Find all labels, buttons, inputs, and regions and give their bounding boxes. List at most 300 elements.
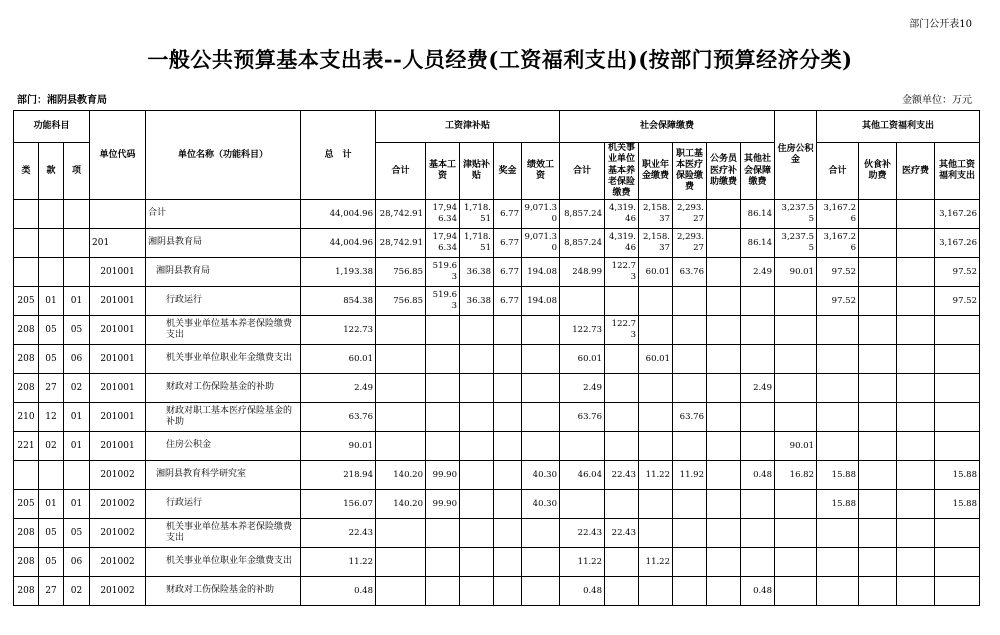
cell-unit-code: 201002: [90, 461, 146, 490]
cell-other-total: [817, 316, 859, 345]
cell-perf-wage: 40.30: [522, 490, 560, 519]
cell-housing: [775, 577, 817, 606]
cell-xiang: 05: [64, 316, 90, 345]
cell-housing: [775, 374, 817, 403]
cell-other-welfare: [935, 577, 980, 606]
cell-kuan: 02: [39, 432, 64, 461]
cell-total: 44,004.96: [301, 229, 376, 258]
cell-kuan: 12: [39, 403, 64, 432]
cell-pension: [605, 374, 639, 403]
cell-annuity: 11.22: [639, 461, 673, 490]
cell-perf-wage: [522, 316, 560, 345]
cell-medical: [673, 490, 707, 519]
cell-other-welfare: [935, 403, 980, 432]
cell-xiang: 06: [64, 345, 90, 374]
cell-other-welfare: 15.88: [935, 490, 980, 519]
cell-medical-fee: [897, 432, 935, 461]
cell-allowance: [460, 432, 494, 461]
cell-other-welfare: 15.88: [935, 461, 980, 490]
cell-annuity: 60.01: [639, 345, 673, 374]
cell-medical-fee: [897, 548, 935, 577]
cell-kuan: 05: [39, 316, 64, 345]
cell-housing: 90.01: [775, 432, 817, 461]
cell-pension: [605, 403, 639, 432]
cell-bonus: [494, 490, 522, 519]
cell-housing: [775, 403, 817, 432]
cell-annuity: 2,158.37: [639, 200, 673, 229]
cell-wage-total: [376, 432, 426, 461]
cell-xiang: 01: [64, 287, 90, 316]
cell-unit-name: 财政对工伤保险基金的补助: [146, 374, 301, 403]
cell-wage-total: [376, 577, 426, 606]
cell-total: 156.07: [301, 490, 376, 519]
cell-total: 854.38: [301, 287, 376, 316]
cell-civil-medical: [707, 374, 741, 403]
cell-xiang: 06: [64, 548, 90, 577]
cell-other-social: 86.14: [741, 200, 775, 229]
cell-other-social: 2.49: [741, 374, 775, 403]
header-medical: 职工基本医疗保险缴费: [673, 143, 707, 200]
cell-unit-code: 201002: [90, 548, 146, 577]
cell-other-welfare: 97.52: [935, 287, 980, 316]
cell-wage-total: 28,742.91: [376, 200, 426, 229]
cell-other-social: [741, 432, 775, 461]
cell-total: 90.01: [301, 432, 376, 461]
cell-xiang: 02: [64, 374, 90, 403]
cell-pension: [605, 577, 639, 606]
cell-medical-fee: [897, 229, 935, 258]
cell-other-welfare: [935, 316, 980, 345]
cell-civil-medical: [707, 461, 741, 490]
cell-allowance: [460, 403, 494, 432]
cell-lei: 208: [14, 519, 39, 548]
cell-other-total: 3,167.26: [817, 229, 859, 258]
cell-unit-code: 201001: [90, 316, 146, 345]
cell-annuity: [639, 577, 673, 606]
cell-other-welfare: 3,167.26: [935, 200, 980, 229]
cell-other-total: [817, 519, 859, 548]
header-other-group: 其他工资福利支出: [817, 111, 980, 143]
cell-kuan: 27: [39, 374, 64, 403]
table-row: [14, 548, 980, 577]
cell-unit-name: 湘阴县教育局: [146, 229, 301, 258]
cell-meal: [859, 200, 897, 229]
cell-medical-fee: [897, 403, 935, 432]
cell-lei: 221: [14, 432, 39, 461]
cell-unit-code: 201002: [90, 519, 146, 548]
cell-unit-code: 201002: [90, 490, 146, 519]
cell-kuan: [39, 200, 64, 229]
cell-bonus: 6.77: [494, 287, 522, 316]
cell-wage-total: [376, 403, 426, 432]
cell-perf-wage: 9,071.30: [522, 200, 560, 229]
cell-other-welfare: [935, 519, 980, 548]
cell-total: 11.22: [301, 548, 376, 577]
cell-civil-medical: [707, 548, 741, 577]
table-row: [14, 316, 980, 345]
cell-basic-wage: [426, 577, 460, 606]
cell-medical: [673, 374, 707, 403]
cell-medical: 2,293.27: [673, 229, 707, 258]
cell-medical: 2,293.27: [673, 200, 707, 229]
cell-bonus: [494, 345, 522, 374]
cell-unit-code: 201001: [90, 345, 146, 374]
cell-meal: [859, 229, 897, 258]
cell-total: 44,004.96: [301, 200, 376, 229]
cell-bonus: [494, 461, 522, 490]
cell-social-total: 8,857.24: [560, 200, 605, 229]
header-allowance: 津贴补贴: [460, 143, 494, 200]
cell-wage-total: 756.85: [376, 287, 426, 316]
cell-medical-fee: [897, 490, 935, 519]
cell-perf-wage: [522, 345, 560, 374]
header-pension: 机关事业单位基本养老保险缴费: [605, 143, 639, 200]
cell-housing: 16.82: [775, 461, 817, 490]
cell-civil-medical: [707, 345, 741, 374]
cell-basic-wage: 17,946.34: [426, 200, 460, 229]
cell-social-total: 60.01: [560, 345, 605, 374]
cell-perf-wage: [522, 519, 560, 548]
cell-allowance: 1,718.51: [460, 200, 494, 229]
cell-other-welfare: [935, 345, 980, 374]
header-civil-medical: 公务员医疗补助缴费: [707, 143, 741, 200]
cell-civil-medical: [707, 490, 741, 519]
cell-meal: [859, 461, 897, 490]
header-total: 总 计: [301, 111, 376, 200]
cell-unit-name: 机关事业单位基本养老保险缴费支出: [146, 316, 301, 345]
cell-kuan: 01: [39, 490, 64, 519]
cell-xiang: [64, 461, 90, 490]
cell-lei: [14, 229, 39, 258]
cell-civil-medical: [707, 432, 741, 461]
cell-kuan: [39, 461, 64, 490]
cell-meal: [859, 374, 897, 403]
cell-medical-fee: [897, 200, 935, 229]
header-basic-wage: 基本工资: [426, 143, 460, 200]
budget-table: [13, 110, 980, 606]
cell-social-total: [560, 490, 605, 519]
cell-medical-fee: [897, 519, 935, 548]
cell-medical: 63.76: [673, 403, 707, 432]
cell-pension: [605, 432, 639, 461]
cell-bonus: [494, 403, 522, 432]
cell-pension: [605, 548, 639, 577]
cell-other-total: [817, 432, 859, 461]
cell-unit-name: 行政运行: [146, 490, 301, 519]
cell-housing: 90.01: [775, 258, 817, 287]
cell-other-welfare: 97.52: [935, 258, 980, 287]
cell-bonus: [494, 432, 522, 461]
cell-total: 60.01: [301, 345, 376, 374]
cell-allowance: [460, 316, 494, 345]
cell-annuity: 60.01: [639, 258, 673, 287]
cell-total: 122.73: [301, 316, 376, 345]
cell-wage-total: [376, 374, 426, 403]
cell-social-total: [560, 432, 605, 461]
amount-unit-label: 金额单位：万元: [902, 95, 972, 106]
cell-medical: 63.76: [673, 258, 707, 287]
cell-civil-medical: [707, 258, 741, 287]
cell-allowance: 1,718.51: [460, 229, 494, 258]
cell-medical: [673, 345, 707, 374]
cell-lei: 208: [14, 374, 39, 403]
cell-other-social: [741, 519, 775, 548]
cell-meal: [859, 316, 897, 345]
cell-meal: [859, 577, 897, 606]
cell-other-social: [741, 403, 775, 432]
table-row: [14, 432, 980, 461]
cell-unit-name: 财政对工伤保险基金的补助: [146, 577, 301, 606]
cell-medical-fee: [897, 258, 935, 287]
cell-perf-wage: [522, 374, 560, 403]
cell-basic-wage: 519.63: [426, 287, 460, 316]
cell-xiang: 01: [64, 432, 90, 461]
cell-xiang: [64, 200, 90, 229]
cell-allowance: [460, 490, 494, 519]
cell-other-total: 15.88: [817, 461, 859, 490]
header-func-subject: 功能科目: [14, 111, 90, 143]
cell-unit-name: 机关事业单位职业年金缴费支出: [146, 548, 301, 577]
cell-civil-medical: [707, 519, 741, 548]
cell-housing: [775, 316, 817, 345]
cell-unit-code: 201: [90, 229, 146, 258]
cell-bonus: [494, 577, 522, 606]
cell-housing: 3,237.55: [775, 200, 817, 229]
cell-other-welfare: 3,167.26: [935, 229, 980, 258]
cell-lei: 210: [14, 403, 39, 432]
cell-basic-wage: [426, 403, 460, 432]
cell-unit-name: 住房公积金: [146, 432, 301, 461]
cell-other-total: 97.52: [817, 287, 859, 316]
header-social-group: 社会保障缴费: [560, 111, 775, 143]
cell-civil-medical: [707, 287, 741, 316]
table-row: [14, 519, 980, 548]
header-bonus: 奖金: [494, 143, 522, 200]
cell-social-total: 22.43: [560, 519, 605, 548]
cell-lei: [14, 461, 39, 490]
cell-unit-code: 201001: [90, 374, 146, 403]
header-xiang: 项: [64, 143, 90, 200]
cell-medical: [673, 316, 707, 345]
cell-total: 1,193.38: [301, 258, 376, 287]
cell-total: 22.43: [301, 519, 376, 548]
cell-social-total: 122.73: [560, 316, 605, 345]
cell-basic-wage: 519.63: [426, 258, 460, 287]
cell-allowance: [460, 519, 494, 548]
cell-pension: [605, 287, 639, 316]
cell-allowance: [460, 577, 494, 606]
cell-other-social: 0.48: [741, 461, 775, 490]
cell-pension: 122.73: [605, 258, 639, 287]
cell-other-social: 2.49: [741, 258, 775, 287]
table-row: [14, 229, 980, 258]
cell-meal: [859, 548, 897, 577]
cell-wage-total: [376, 519, 426, 548]
cell-other-total: 15.88: [817, 490, 859, 519]
cell-meal: [859, 490, 897, 519]
cell-allowance: 36.38: [460, 287, 494, 316]
cell-lei: 205: [14, 490, 39, 519]
cell-kuan: [39, 229, 64, 258]
cell-kuan: 27: [39, 577, 64, 606]
cell-perf-wage: 9,071.30: [522, 229, 560, 258]
cell-annuity: [639, 403, 673, 432]
cell-allowance: [460, 345, 494, 374]
cell-perf-wage: 194.08: [522, 287, 560, 316]
cell-kuan: 01: [39, 287, 64, 316]
cell-allowance: 36.38: [460, 258, 494, 287]
header-wage-group: 工资津补贴: [376, 111, 560, 143]
cell-medical-fee: [897, 316, 935, 345]
cell-basic-wage: 99.90: [426, 461, 460, 490]
cell-basic-wage: [426, 432, 460, 461]
cell-wage-total: [376, 345, 426, 374]
header-wage-total: 合计: [376, 143, 426, 200]
cell-social-total: 2.49: [560, 374, 605, 403]
header-other-social: 其他社会保障缴费: [741, 143, 775, 200]
cell-other-social: [741, 548, 775, 577]
cell-medical-fee: [897, 345, 935, 374]
header-housing: 住房公积金: [775, 111, 817, 200]
header-perf-wage: 绩效工资: [522, 143, 560, 200]
cell-civil-medical: [707, 316, 741, 345]
cell-annuity: [639, 287, 673, 316]
cell-annuity: [639, 374, 673, 403]
cell-pension: 4,319.46: [605, 229, 639, 258]
cell-civil-medical: [707, 229, 741, 258]
cell-meal: [859, 345, 897, 374]
cell-bonus: [494, 548, 522, 577]
cell-basic-wage: [426, 374, 460, 403]
cell-wage-total: 756.85: [376, 258, 426, 287]
cell-bonus: [494, 374, 522, 403]
cell-wage-total: [376, 548, 426, 577]
cell-other-total: [817, 577, 859, 606]
cell-basic-wage: [426, 548, 460, 577]
cell-civil-medical: [707, 577, 741, 606]
cell-lei: 205: [14, 287, 39, 316]
table-number-label: 部门公开表10: [909, 19, 972, 30]
cell-meal: [859, 258, 897, 287]
cell-xiang: [64, 258, 90, 287]
cell-kuan: 05: [39, 345, 64, 374]
cell-housing: [775, 519, 817, 548]
cell-other-total: [817, 548, 859, 577]
header-unit-code: 单位代码: [90, 111, 146, 200]
cell-other-social: [741, 316, 775, 345]
table-row: [14, 200, 980, 229]
cell-xiang: 01: [64, 403, 90, 432]
cell-unit-code: 201001: [90, 403, 146, 432]
cell-total: 218.94: [301, 461, 376, 490]
cell-perf-wage: [522, 548, 560, 577]
cell-allowance: [460, 461, 494, 490]
cell-lei: 208: [14, 548, 39, 577]
cell-pension: [605, 490, 639, 519]
cell-annuity: [639, 490, 673, 519]
cell-meal: [859, 287, 897, 316]
cell-medical: [673, 548, 707, 577]
cell-basic-wage: [426, 519, 460, 548]
cell-unit-name: 湘阴县教育科学研究室: [146, 461, 301, 490]
cell-housing: [775, 548, 817, 577]
table-row: [14, 258, 980, 287]
cell-perf-wage: 40.30: [522, 461, 560, 490]
header-annuity: 职业年金缴费: [639, 143, 673, 200]
cell-other-welfare: [935, 374, 980, 403]
cell-wage-total: 140.20: [376, 461, 426, 490]
cell-pension: 22.43: [605, 461, 639, 490]
page-title: 一般公共预算基本支出表--人员经费(工资福利支出)(按部门预算经济分类): [147, 47, 853, 72]
cell-kuan: 05: [39, 519, 64, 548]
header-other-total: 合计: [817, 143, 859, 200]
cell-wage-total: 28,742.91: [376, 229, 426, 258]
header-kuan: 款: [39, 143, 64, 200]
cell-lei: [14, 258, 39, 287]
header-other-welfare: 其他工资福利支出: [935, 143, 980, 200]
cell-medical: 11.92: [673, 461, 707, 490]
cell-perf-wage: [522, 403, 560, 432]
cell-unit-code: 201001: [90, 258, 146, 287]
cell-kuan: 05: [39, 548, 64, 577]
cell-medical: [673, 287, 707, 316]
cell-medical-fee: [897, 287, 935, 316]
cell-other-welfare: [935, 432, 980, 461]
cell-pension: [605, 345, 639, 374]
cell-unit-code: 201001: [90, 432, 146, 461]
cell-medical-fee: [897, 374, 935, 403]
cell-other-social: [741, 345, 775, 374]
cell-other-welfare: [935, 548, 980, 577]
cell-medical-fee: [897, 461, 935, 490]
cell-annuity: [639, 316, 673, 345]
cell-unit-name: 湘阴县教育局: [146, 258, 301, 287]
cell-other-total: [817, 403, 859, 432]
cell-housing: [775, 345, 817, 374]
cell-wage-total: 140.20: [376, 490, 426, 519]
cell-total: 2.49: [301, 374, 376, 403]
cell-basic-wage: 17,946.34: [426, 229, 460, 258]
cell-unit-name: 财政对职工基本医疗保险基金的补助: [146, 403, 301, 432]
header-meal: 伙食补助费: [859, 143, 897, 200]
cell-xiang: 02: [64, 577, 90, 606]
cell-kuan: [39, 258, 64, 287]
cell-bonus: 6.77: [494, 229, 522, 258]
header-unit-name: 单位名称（功能科目）: [146, 111, 301, 200]
cell-other-social: [741, 490, 775, 519]
cell-other-social: 86.14: [741, 229, 775, 258]
cell-other-total: [817, 345, 859, 374]
cell-bonus: 6.77: [494, 200, 522, 229]
cell-other-social: [741, 287, 775, 316]
cell-perf-wage: 194.08: [522, 258, 560, 287]
cell-bonus: 6.77: [494, 258, 522, 287]
cell-bonus: [494, 519, 522, 548]
cell-perf-wage: [522, 432, 560, 461]
cell-lei: 208: [14, 577, 39, 606]
cell-other-total: [817, 374, 859, 403]
cell-unit-name: 机关事业单位职业年金缴费支出: [146, 345, 301, 374]
header-social-total: 合计: [560, 143, 605, 200]
cell-lei: 208: [14, 316, 39, 345]
cell-unit-code: [90, 200, 146, 229]
cell-annuity: [639, 432, 673, 461]
cell-unit-code: 201002: [90, 577, 146, 606]
table-row: [14, 374, 980, 403]
cell-pension: 4,319.46: [605, 200, 639, 229]
cell-housing: 3,237.55: [775, 229, 817, 258]
cell-total: 0.48: [301, 577, 376, 606]
